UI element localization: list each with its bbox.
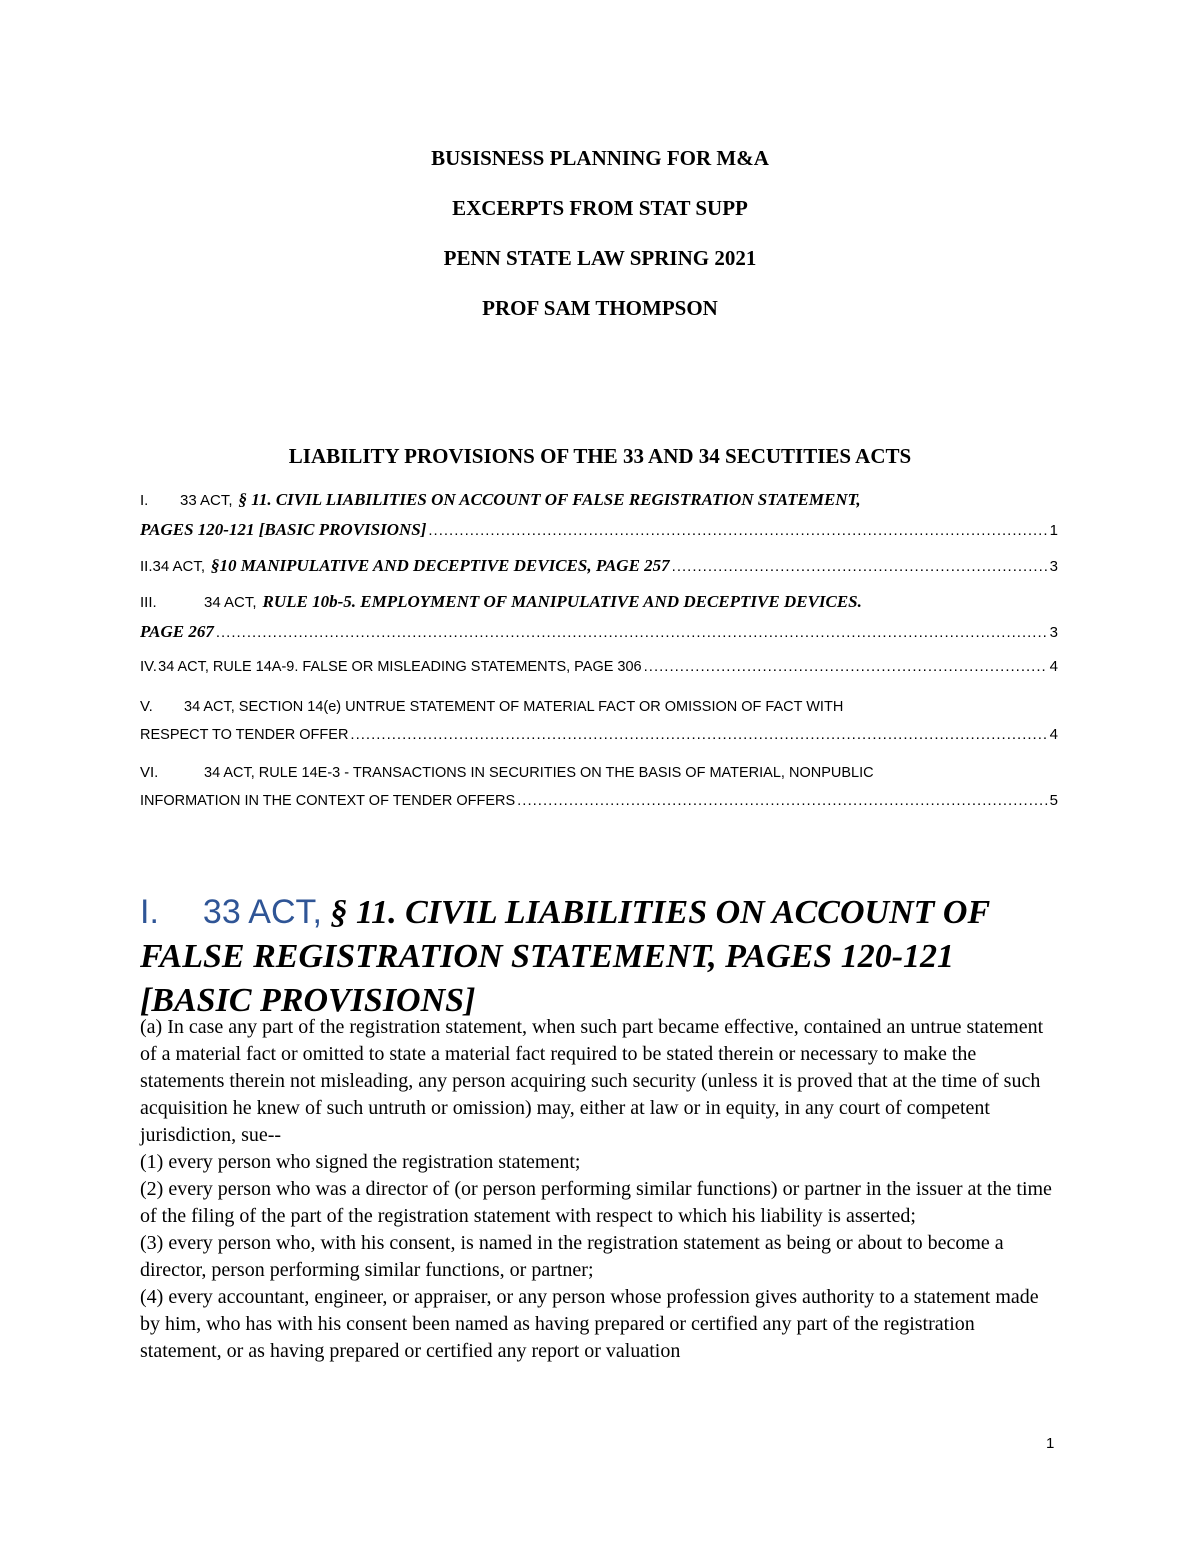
table-of-contents xyxy=(140,486,1058,822)
toc-entry-title: § 11. CIVIL LIABILITIES ON ACCOUNT OF FALSE REGISTRATION STATEMENT, xyxy=(238,490,861,509)
section-body xyxy=(140,1014,1060,1365)
paragraph-1: (1) every person who signed the registration statement; xyxy=(140,1151,581,1173)
toc-entry-title-cont: PAGES 120-121 [BASIC PROVISIONS] xyxy=(140,520,427,539)
paragraph-3: (3) every person who, with his consent, is named in the registration statement as being or about to become a director, person performing similar functions, or partner; xyxy=(140,1232,1004,1281)
toc-entry-number: IV. xyxy=(140,658,157,675)
toc-leader xyxy=(644,658,1048,675)
toc-entry-4[interactable] xyxy=(140,658,1058,698)
toc-leader xyxy=(672,558,1048,575)
toc-entry-title: RULE 10b-5. EMPLOYMENT OF MANIPULATIVE AND DECEPTIVE DEVICES. xyxy=(262,592,862,611)
toc-leader xyxy=(428,522,1047,539)
toc-heading: LIABILITY PROVISIONS OF THE 33 AND 34 SECUTITIES ACTS xyxy=(288,444,912,468)
toc-entry-title-cont: INFORMATION IN THE CONTEXT OF TENDER OFFERS xyxy=(140,793,516,809)
title-line-4: PROF SAM THOMPSON xyxy=(482,296,718,320)
toc-leader xyxy=(517,792,1048,809)
toc-entry-title-cont: RESPECT TO TENDER OFFER xyxy=(140,727,349,743)
toc-leader xyxy=(350,726,1047,743)
toc-entry-act: 33 ACT, xyxy=(180,492,233,509)
paragraph-2: (2) every person who was a director of (or person performing similar functions) or partner in the issuer at the time of the filing of the part of the registration statement with respect to which his liability is asserted; xyxy=(140,1178,1052,1227)
toc-entry-title: 34 ACT, SECTION 14(e) UNTRUE STATEMENT OF MATERIAL FACT OR OMISSION OF FACT WITH xyxy=(184,699,844,715)
toc-page-number: 3 xyxy=(1049,558,1058,575)
title-line-3: PENN STATE LAW SPRING 2021 xyxy=(443,246,757,270)
toc-entry-title: 34 ACT, RULE 14A-9. FALSE OR MISLEADING STATEMENTS, PAGE 306 xyxy=(158,659,642,675)
toc-entry-6[interactable] xyxy=(140,764,1058,822)
section-heading xyxy=(140,890,1070,1023)
toc-entry-act: 34 ACT, xyxy=(152,558,206,575)
toc-page-number: 1 xyxy=(1049,522,1058,539)
toc-entry-title-cont: PAGE 267 xyxy=(140,622,214,641)
page-number: 1 xyxy=(1046,1435,1055,1452)
title-line-2: EXCERPTS FROM STAT SUPP xyxy=(452,196,748,220)
paragraph-4: (4) every accountant, engineer, or appraiser, or any person whose profession gives authority to a statement made by him, who has with his consent been named as having prepared or certified any part of the registration statement, or as having prepared or certified any report or valuation xyxy=(140,1286,1039,1362)
title-line-1: BUSISNESS PLANNING FOR M&A xyxy=(431,146,769,170)
toc-entry-number: III. xyxy=(140,594,157,611)
section-act: 33 ACT, xyxy=(202,893,322,931)
toc-entry-number: II. xyxy=(140,558,153,575)
section-title: § 11. CIVIL LIABILITIES ON ACCOUNT OF FALSE REGISTRATION STATEMENT, PAGES 120-121 [BASIC PROVISIONS] xyxy=(140,894,990,1019)
section-number: I. xyxy=(140,893,159,931)
toc-entry-3[interactable] xyxy=(140,592,1058,658)
toc-entry-number: VI. xyxy=(140,764,159,781)
toc-page-number: 3 xyxy=(1049,624,1058,641)
paragraph-a: (a) In case any part of the registration statement, when such part became effective, contained an untrue statement of a material fact or omitted to state a material fact required to be stated therein or necessary to make the statements therein not misleading, any person acquiring such security (unless it is proved that at the time of such acquisition he knew of such untruth or omission) may, either at law or in equity, in any court of competent jurisdiction, sue-- xyxy=(140,1016,1044,1146)
toc-entry-act: 34 ACT, xyxy=(204,594,257,611)
toc-entry-number: I. xyxy=(140,492,149,509)
toc-entry-1[interactable] xyxy=(140,490,1058,556)
toc-page-number: 4 xyxy=(1049,726,1058,743)
toc-entry-number: V. xyxy=(140,698,153,715)
title-block xyxy=(0,140,1200,340)
toc-page-number: 5 xyxy=(1049,792,1058,809)
toc-entry-title: §10 MANIPULATIVE AND DECEPTIVE DEVICES, PAGE 257 xyxy=(211,556,670,575)
toc-entry-5[interactable] xyxy=(140,698,1058,764)
toc-leader xyxy=(216,624,1048,641)
toc-entry-2[interactable] xyxy=(140,556,1058,592)
toc-entry-title: 34 ACT, RULE 14E-3 - TRANSACTIONS IN SECURITIES ON THE BASIS OF MATERIAL, NONPUBLIC xyxy=(204,765,874,781)
toc-page-number: 4 xyxy=(1049,658,1058,675)
